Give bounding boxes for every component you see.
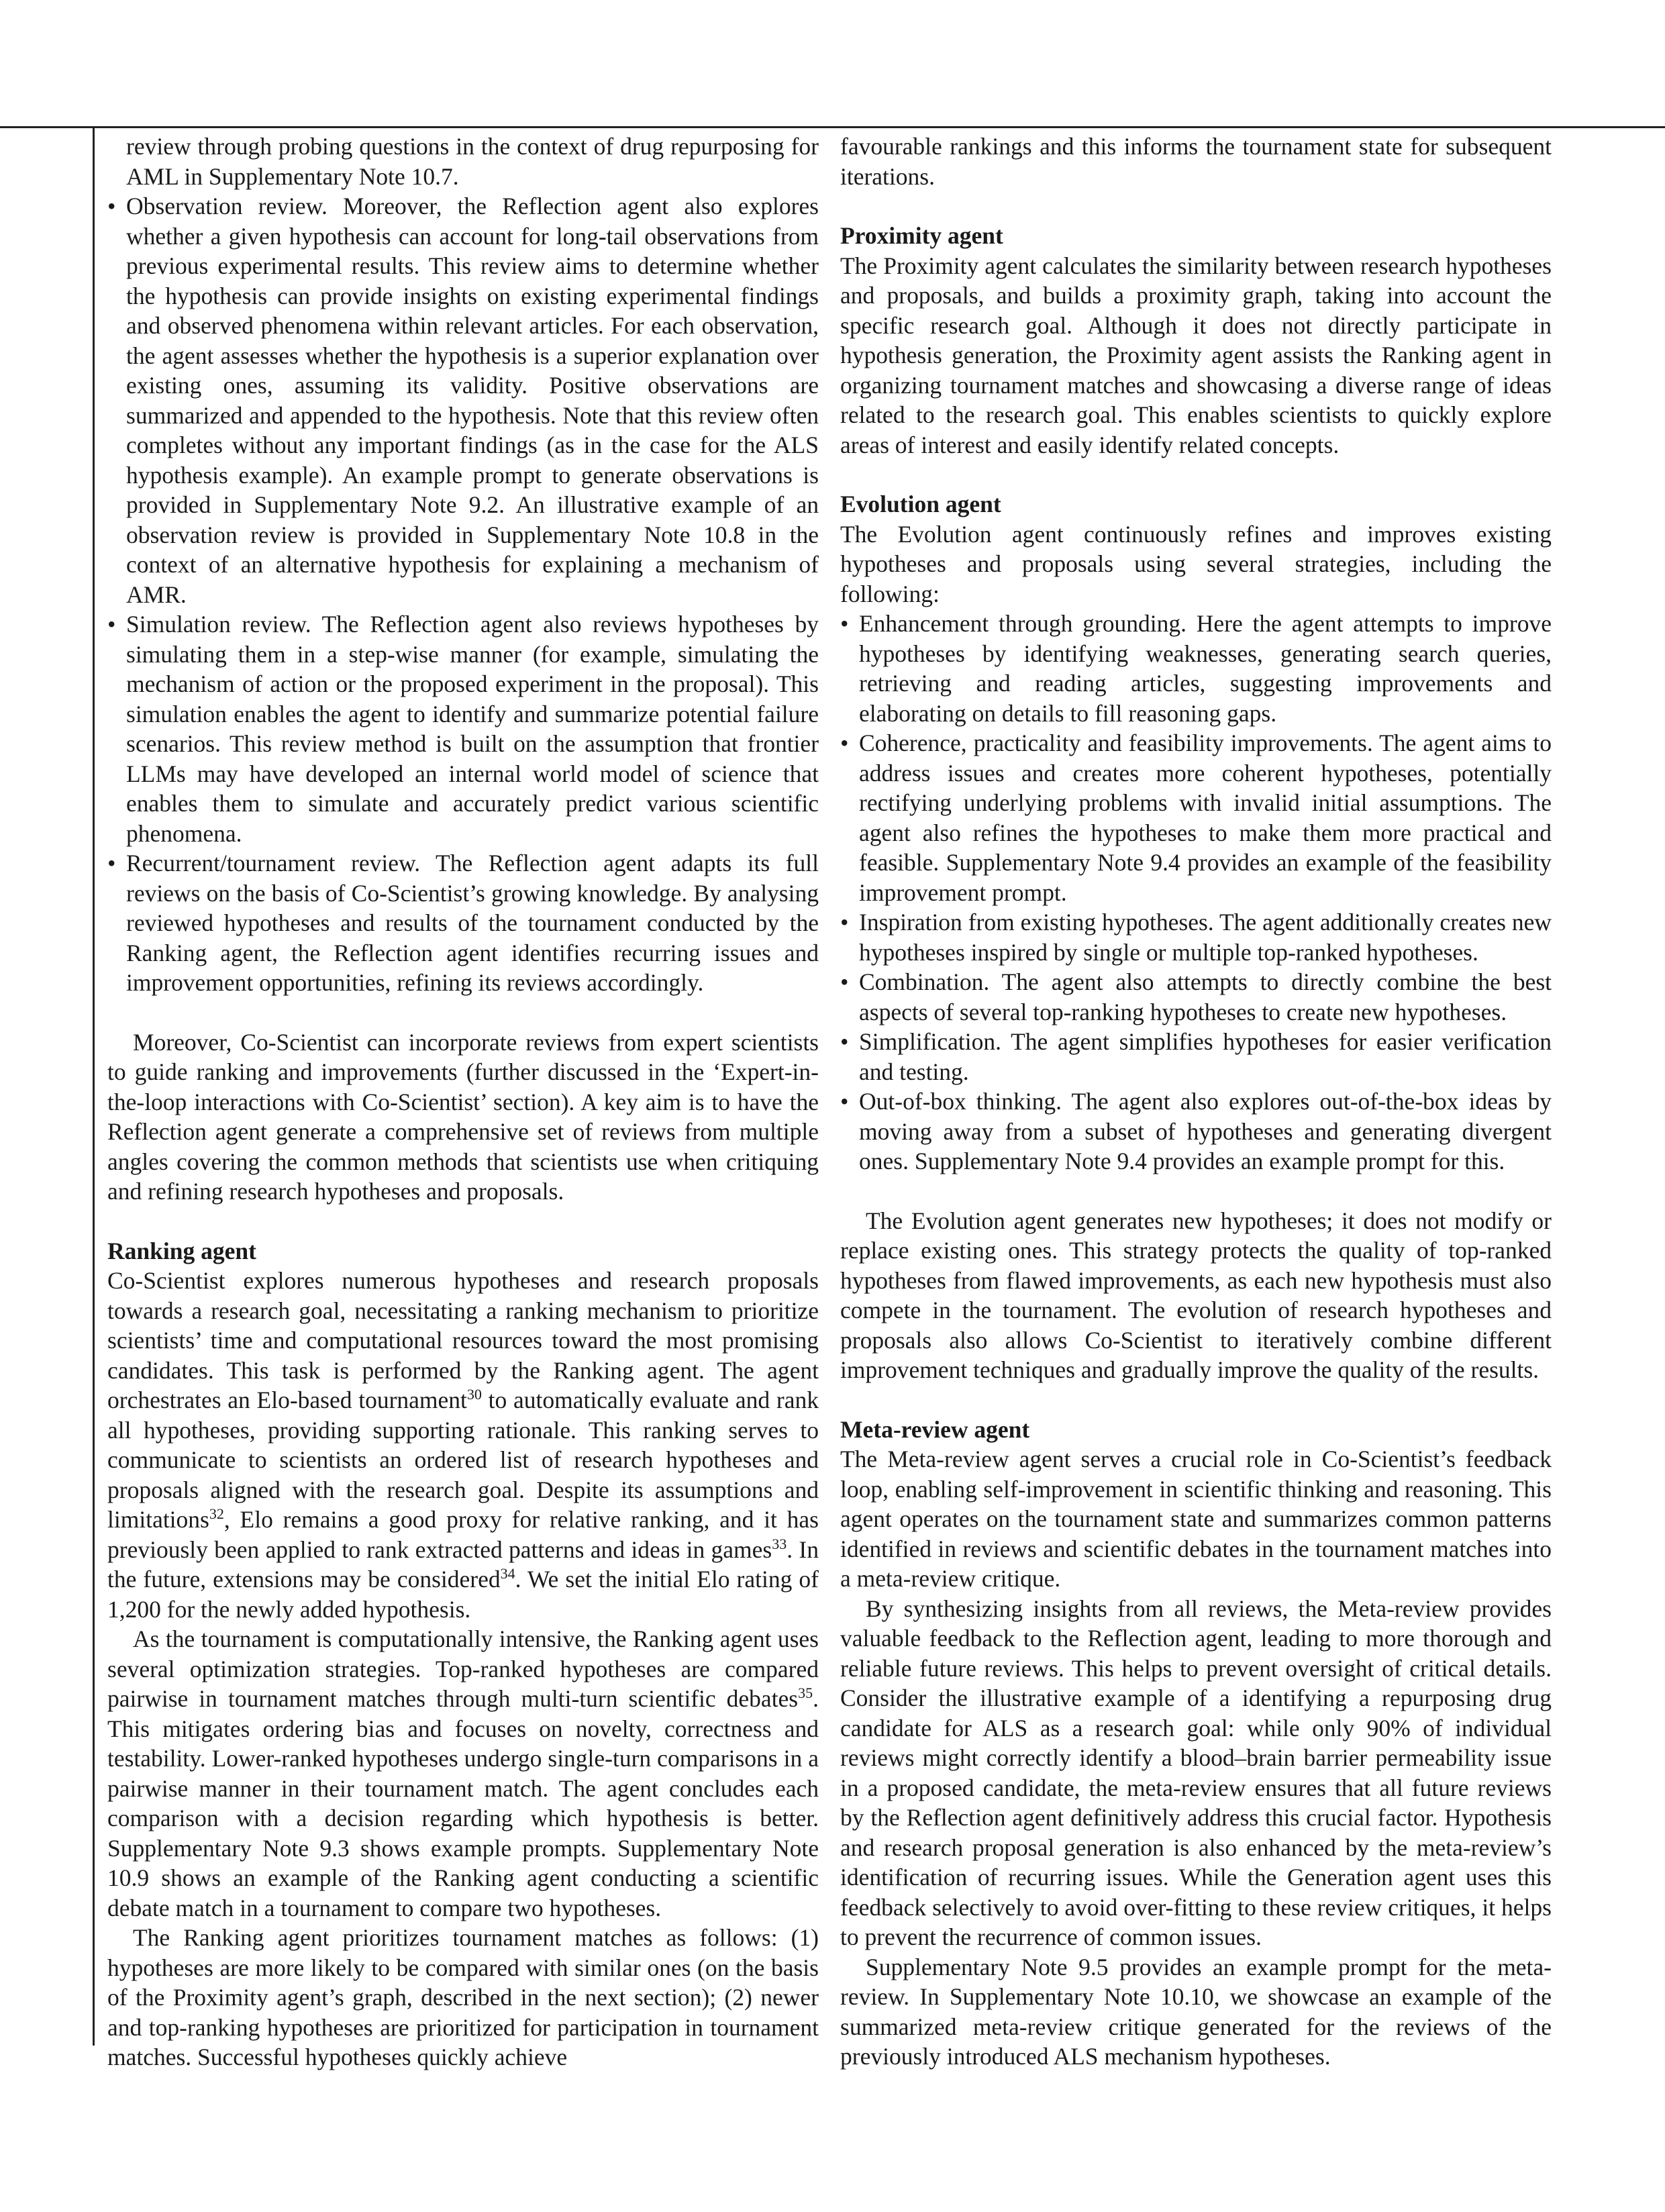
continuation-text: favourable rankings and this informs the tournament state for subsequent iterations. <box>840 133 1552 190</box>
list-item: • Simplification. The agent simplifies hypotheses for easier verification and testing. <box>840 1027 1552 1087</box>
right-column <box>840 132 1552 2072</box>
list-item: • Enhancement through grounding. Here the agent attempts to improve hypotheses by identifying weaknesses, generating search queries, retrieving and reading articles, suggesting improvements and elaborating on details to fill reasoning gaps. <box>840 609 1552 728</box>
list-item: • Observation review. Moreover, the Reflection agent also explores whether a given hypothesis can account for long-tail observations from previous experimental results. This review aims to determine whether the hypothesis can provide insights on existing experimental findings and observed phenomena within relevant articles. For each observation, the agent assesses whether the hypothesis is a superior explanation over existing ones, assuming its validity. Positive observations are summarized and appended to the hypothesis. Note that this review often completes without any important findings (as in the case for the ALS hypothesis example). An example prompt to generate observations is provided in Supplementary Note 9.2. An illustrative example of an observation review is provided in Supplementary Note 10.8 in the context of an alternative hypothesis for explaining a mechanism of AMR. <box>107 191 819 609</box>
review-types-list <box>107 191 819 998</box>
citation: 30 <box>466 1386 482 1403</box>
citation: 32 <box>209 1505 224 1522</box>
paragraph: The Meta-review agent serves a crucial role in Co-Scientist’s feedback loop, enabling self-improvement in scientific thinking and reasoning. This agent operates on the tournament state and summarizes common patterns identified in reviews and scientific debates in the tournament matches into a meta-review critique. <box>840 1446 1552 1592</box>
list-item: • Recurrent/tournament review. The Reflection agent adapts its full reviews on the basis of Co-Scientist’s growing knowledge. By analysing reviewed hypotheses and results of the tournament conducted by the Ranking agent, the Reflection agent identifies recurring issues and improvement opportunities, refining its reviews accordingly. <box>107 848 819 998</box>
list-item: • Inspiration from existing hypotheses. The agent additionally creates new hypotheses inspired by single or multiple top-ranked hypotheses. <box>840 907 1552 967</box>
citation: 34 <box>500 1565 515 1582</box>
paragraph: The Ranking agent prioritizes tournament matches as follows: (1) hypotheses are more likely to be compared with similar ones (on the basis of the Proximity agent’s graph, described in the next section); (2) newer and top-ranking hypotheses are prioritized for participation in tournament matches. Successful hypotheses quickly achieve <box>107 1924 819 2070</box>
list-item: • Simulation review. The Reflection agent also reviews hypotheses by simulating them in a step-wise manner (for example, simulating the mechanism of action or the proposed experiment in the proposal). This simulation enables the agent to identify and summarize potential failure scenarios. This review method is built on the assumption that frontier LLMs may have developed an internal world model of science that enables them to simulate and accurately predict various scientific phenomena. <box>107 609 819 848</box>
paragraph: Supplementary Note 9.5 provides an example prompt for the meta-review. In Supplementary Note 10.10, we showcase an example of the summarized meta-review critique generated for the reviews of the previously introduced ALS mechanism hypotheses. <box>840 1953 1552 2070</box>
section-heading-proximity: Proximity agent <box>840 222 1003 249</box>
list-item: • Coherence, practicality and feasibility improvements. The agent aims to address issues and creates more coherent hypotheses, potentially rectifying underlying problems with invalid initial assumptions. The agent also refines the hypotheses to make them more practical and feasible. Supplementary Note 9.4 provides an example of the feasibility improvement prompt. <box>840 728 1552 907</box>
paragraph: By synthesizing insights from all reviews, the Meta-review provides valuable feedback to the Reflection agent, leading to more thorough and reliable future reviews. This helps to prevent oversight of critical details. Consider the illustrative example of a identifying a repurposing drug candidate for ALS as a research goal: while only 90% of individual reviews might correctly identify a blood–brain barrier permeability issue in a proposed candidate, the meta-review ensures that all future reviews by the Reflection agent definitively address this crucial factor. Hypothesis and research proposal generation is also enhanced by the meta-review’s identification of recurring issues. While the Generation agent uses this feedback selectively to avoid over-fitting to these review critiques, it helps to prevent the recurrence of common issues. <box>840 1595 1552 1950</box>
paragraph: The Evolution agent generates new hypotheses; it does not modify or replace existing ones. This strategy protects the quality of top-ranked hypotheses from flawed improvements, as each new hypothesis must also compete in the tournament. The evolution of research hypotheses and proposals also allows Co-Scientist to iteratively combine different improvement techniques and gradually improve the quality of the results. <box>840 1207 1552 1383</box>
evolution-strategies-list <box>840 609 1552 1176</box>
paragraph: As the tournament is computationally intensive, the Ranking agent uses several optimization strategies. Top-ranked hypotheses are compared pairwise in tournament matches through multi-turn scientific debates$^{35}$. This mitigates ordering bias and focuses on novelty, correctness and testability. Lower-ranked hypotheses undergo single-turn comparisons in a pairwise manner in their tournament match. The agent concludes each comparison with a decision regarding which hypothesis is better. Supplementary Note 9.3 shows example prompts. Supplementary Note 10.9 shows an example of the Ranking agent conducting a scientific debate match in a tournament to compare two hypotheses. <box>107 1625 819 1921</box>
paragraph: The Proximity agent calculates the similarity between research hypotheses and proposals, and builds a proximity graph, taking into account the specific research goal. Although it does not directly participate in hypothesis generation, the Proximity agent assists the Ranking agent in organizing tournament matches and showcasing a diverse range of ideas related to the research goal. This enables scientists to quickly explore areas of interest and easily identify related concepts. <box>840 252 1552 458</box>
section-heading-meta-review: Meta-review agent <box>840 1415 1030 1443</box>
list-item: • Out-of-box thinking. The agent also explores out-of-the-box ideas by moving away from a subset of hypotheses and generating divergent ones. Supplementary Note 9.4 provides an example prompt for this. <box>840 1087 1552 1176</box>
continuation-text: review through probing questions in the context of drug repurposing for AML in Supplementary Note 10.7. <box>126 133 819 190</box>
list-item: • Combination. The agent also attempts to directly combine the best aspects of several top-ranking hypotheses to create new hypotheses. <box>840 967 1552 1027</box>
header-rule <box>0 126 1665 128</box>
margin-rule <box>93 126 95 2046</box>
paragraph: The Evolution agent continuously refines and improves existing hypotheses and proposals using several strategies, including the following: <box>840 520 1552 607</box>
paragraph: Moreover, Co-Scientist can incorporate reviews from expert scientists to guide ranking and improvements (further discussed in the ‘Expert-in-the-loop interactions with Co-Scientist’ section). A key aim is to have the Reflection agent generate a comprehensive set of reviews from multiple angles covering the common methods that scientists use when critiquing and refining research hypotheses and proposals. <box>107 1028 819 1205</box>
section-heading-evolution: Evolution agent <box>840 491 1001 517</box>
left-column <box>107 132 819 2072</box>
citation: 35 <box>798 1685 813 1701</box>
section-heading-ranking: Ranking agent <box>107 1237 256 1264</box>
citation: 33 <box>772 1535 787 1552</box>
paragraph: Co-Scientist explores numerous hypotheses and research proposals towards a research goal, necessitating a ranking mechanism to prioritize scientists’ time and computational resources toward the most promising candidates. This task is performed by the Ranking agent. The agent orchestrates an Elo-based tournament$^{30}$ to automatically evaluate and rank all hypotheses, providing supporting rationale. This ranking serves to communicate to scientists an ordered list of research hypotheses and proposals aligned with the research goal. Despite its assumptions and limitations$^{32}$, Elo remains a good proxy for relative ranking, and it has previously been applied to rank extracted patterns and ideas in games$^{33}$. In the future, extensions may be considered$^{34}$. We set the initial Elo rating of 1,200 for the newly added hypothesis. <box>107 1267 819 1623</box>
